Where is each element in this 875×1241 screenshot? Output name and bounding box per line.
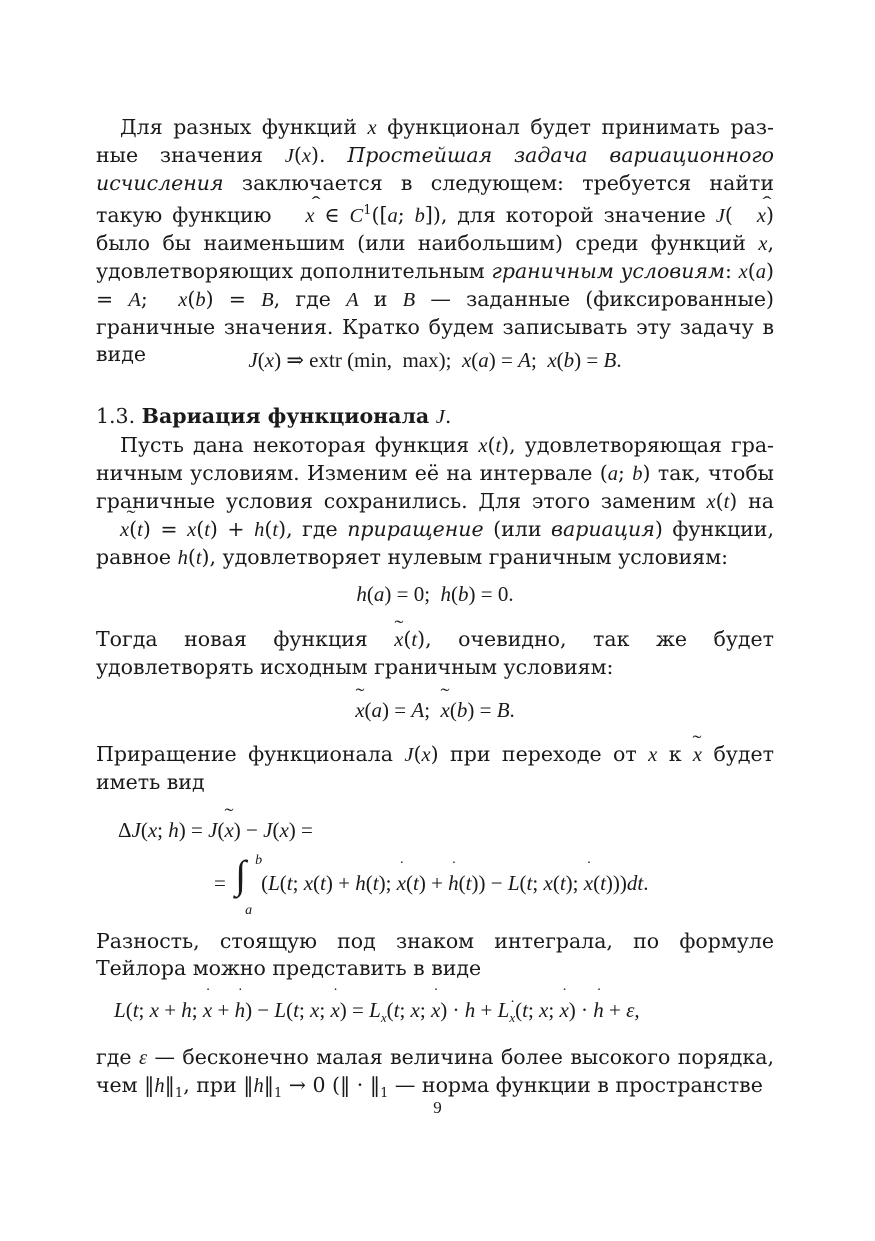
paragraph-epsilon: где ε — бесконечно малая величина более высокого порядка, чем $‖h‖_1$, при $‖h‖_1 \to 0$ (‖ · $‖_1$ — норма функции в пространстве bbox=[96, 1045, 774, 1102]
equation-extremum-problem: J(x) ⇒ extr (min, max); x(a) = A; x(b) = B. bbox=[248, 348, 622, 372]
equation-zero-boundary: h(a) = 0; h(b) = 0. bbox=[356, 582, 514, 606]
section-heading: 1.3. Вариация функционала J. bbox=[96, 404, 452, 428]
paragraph-taylor: Разность, стоящую под знаком интеграла, по формуле Тейлора можно представить в виде bbox=[96, 929, 774, 980]
paragraph-new-function: Тогда новая функция ˜ x(t), очевидно, так же будет удовлетворять исходным граничным условиям: bbox=[96, 626, 774, 681]
paragraph-increment: Приращение функционала J(x) при переходе от x к ˜ x будет иметь вид bbox=[96, 741, 774, 796]
equation-increment-line2: = ∫ b a (L(t; x(t) + h(t); ˙ x(t) + ˙ h(t)) − L(t; x(t); ˙ x(t)))dt. bbox=[214, 859, 648, 919]
paragraph-simplest-problem: Для разных функций x функционал будет принимать разные значения J(x). Простейшая задача вариационного исчисления заключается в следующем: требуется найти такую функцию ˆ x ∈ $C^1([a$; b]), для которой значение J(ˆ x) было бы наименьшим (или наибольшим) среди функций x, удовлетворяющих дополнительным граничным условиям: x(a) = A; x(b) = B, где A и B — заданные (фиксированные) граничные значения. Кратко будем записывать эту задачу в виде bbox=[96, 114, 774, 368]
equation-new-boundary: ˜ x(a) = A; ˜ x(b) = B. bbox=[96, 698, 774, 723]
equation-increment-line1: ΔJ(x; h) = J(˜ x) − J(x) = bbox=[118, 818, 313, 843]
equation-taylor: L(t; x + h; ˙ x + ˙ h) − L(t; x; ˙ $x) = L_x(t$; x; ˙ x) · h + L˙ $_x$(t; x; ˙ x) · ˙ h + ε, bbox=[114, 998, 640, 1026]
paragraph-variation: Пусть дана некоторая функция x(t), удовлетворяющая граничным условиям. Изменим её на интервале (a; b) так, чтобы граничные условия сохранились. Для этого заменим x(t) на ˜ x(t) = x(t) + h(t), где приращение (или вариация) функции, равное h(t), удовлетворяет нулевым граничным условиям: bbox=[96, 432, 774, 572]
page-number: 9 bbox=[433, 1098, 442, 1117]
